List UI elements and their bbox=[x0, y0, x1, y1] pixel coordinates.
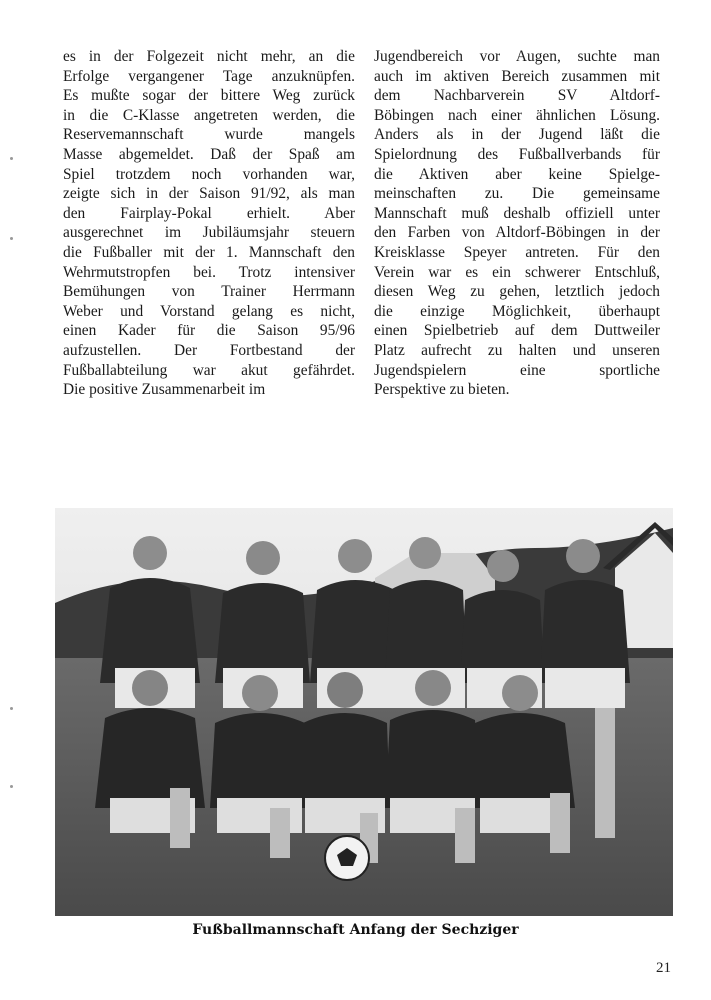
text-line: zeigte sich in der Saison 91/92, als man bbox=[63, 185, 355, 203]
text-line: Anders als in der Jugend läßt die bbox=[374, 126, 660, 144]
right-text-column bbox=[374, 47, 660, 400]
text-line: Reservemannschaft wurde mangels bbox=[63, 126, 355, 144]
text-line: Die positive Zusammenarbeit im bbox=[63, 381, 266, 399]
text-line: meinschaften zu. Die gemeinsame bbox=[374, 185, 660, 203]
text-line: es in der Folgezeit nicht mehr, an die bbox=[63, 48, 355, 65]
team-photo-illustration bbox=[55, 508, 673, 916]
text-line: Fußballabteilung war akut gefährdet. bbox=[63, 361, 355, 379]
text-line: Mannschaft muß deshalb offiziell unter bbox=[374, 204, 660, 222]
text-line: Jugendbereich vor Augen, suchte man bbox=[374, 48, 660, 65]
text-line: den Farben von Altdorf-Böbingen in der bbox=[374, 224, 660, 242]
text-line: Erfolge vergangener Tage anzuknüpfen. bbox=[63, 67, 355, 85]
text-line: den Fairplay-Pokal erhielt. Aber bbox=[63, 204, 355, 222]
margin-mark bbox=[10, 707, 13, 710]
photo-caption: Fußballmannschaft Anfang der Sechziger bbox=[192, 922, 519, 938]
text-line: einen Spielbetrieb auf dem Duttweiler bbox=[374, 322, 660, 340]
text-line: dem Nachbarverein SV Altdorf- bbox=[374, 87, 660, 105]
text-line: Perspektive zu bieten. bbox=[374, 381, 510, 399]
text-line: ausgerechnet im Jubiläumsjahr steuern bbox=[63, 224, 355, 242]
text-line: aufzustellen. Der Fortbestand der bbox=[63, 341, 355, 359]
text-line: Jugendspielern eine sportliche bbox=[374, 361, 660, 379]
text-line: Platz aufrecht zu halten und unseren bbox=[374, 341, 660, 359]
text-line: Masse abgemeldet. Daß der Spaß am bbox=[63, 145, 355, 163]
text-line: Spiel trotzdem noch vorhanden war, bbox=[63, 165, 355, 183]
text-line: einen Kader für die Saison 95/96 bbox=[63, 322, 355, 340]
text-line: Böbingen nach einer ähnlichen Lösung. bbox=[374, 106, 660, 124]
left-text-column bbox=[63, 47, 355, 400]
text-line: diesen Weg zu gehen, letztlich jedoch bbox=[374, 283, 660, 301]
margin-mark bbox=[10, 157, 13, 160]
text-line: die Aktiven aber keine Spielge- bbox=[374, 165, 660, 183]
text-line: Wehrmutstropfen bei. Trotz intensiver bbox=[63, 263, 355, 281]
text-line: Es mußte sogar der bittere Weg zurück bbox=[63, 87, 355, 105]
text-line: die Fußballer mit der 1. Mannschaft den bbox=[63, 243, 355, 261]
team-photo bbox=[55, 508, 673, 916]
text-line: auch im aktiven Bereich zusammen mit bbox=[374, 67, 660, 85]
text-line: in die C-Klasse angetreten werden, die bbox=[63, 106, 355, 124]
margin-mark bbox=[10, 237, 13, 240]
page-number: 21 bbox=[656, 960, 671, 976]
text-line: Kreisklasse Speyer antreten. Für den bbox=[374, 243, 660, 261]
text-line: Bemühungen von Trainer Herrmann bbox=[63, 283, 355, 301]
margin-mark bbox=[10, 785, 13, 788]
text-line: die einzige Möglichkeit, überhaupt bbox=[374, 302, 660, 320]
text-line: Verein war es ein schwerer Entschluß, bbox=[374, 263, 660, 281]
text-line: Weber und Vorstand gelang es nicht, bbox=[63, 302, 355, 320]
text-line: Spielordnung des Fußballverbands für bbox=[374, 145, 660, 163]
